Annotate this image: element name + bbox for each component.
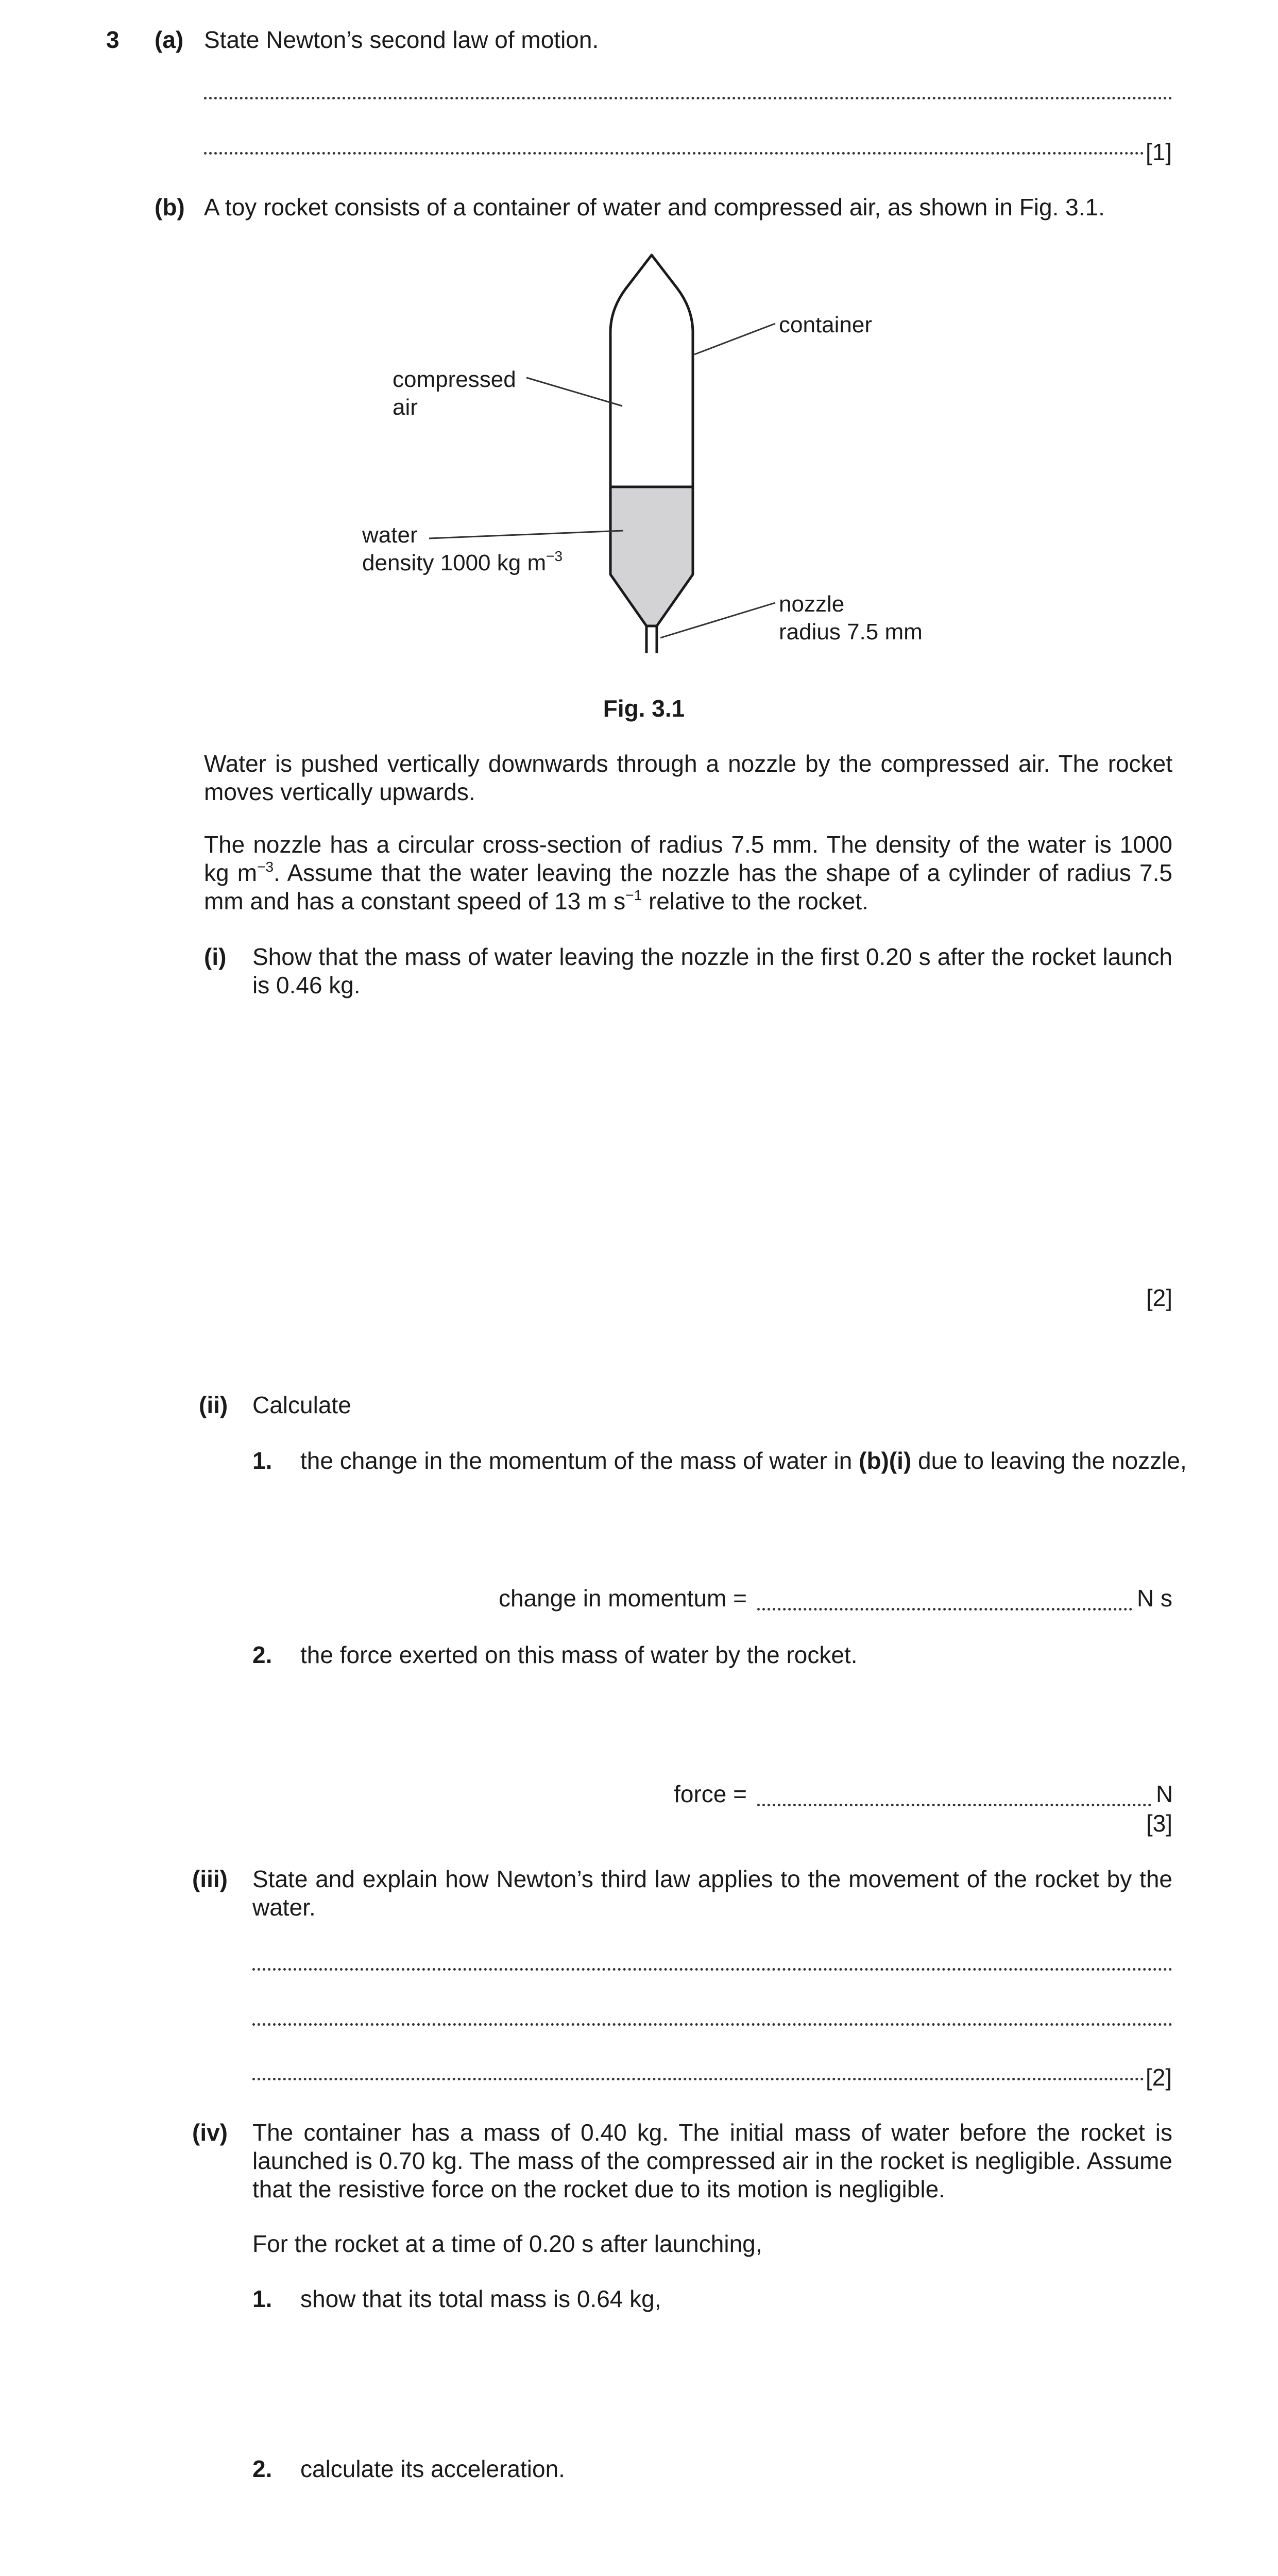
label-nozzle-radius: radius 7.5 mm	[779, 619, 923, 645]
answer-line-iii-3[interactable]	[252, 2078, 1144, 2080]
force-label: force =	[674, 1781, 747, 1807]
change-in-momentum-label: change in momentum =	[499, 1585, 747, 1612]
paragraph-1: Water is pushed vertically downwards through a nozzle by the compressed air. The rocket moves vertically upwards.	[204, 750, 1172, 805]
part-b-label: (b)	[155, 194, 185, 221]
working-space-iv-2[interactable]	[300, 2499, 1171, 2576]
leader-container	[694, 324, 775, 354]
change-in-momentum-unit: N s	[1137, 1585, 1172, 1612]
part-iv-lead: For the rocket at a time of 0.20 s after launching,	[252, 2230, 762, 2257]
force-unit: N	[1156, 1781, 1173, 1807]
paragraph-2: The nozzle has a circular cross-section of radius 7.5 mm. The density of the water is 1000 kg $m^{-3}$. Assume that the water leaving the nozzle has the shape of a cylinder of radius 7.5 mm and has a constant speed of 13 m $s^{-1}$ relative to the rocket.	[204, 831, 1172, 914]
label-air: air	[393, 395, 418, 420]
part-ii-item1-text: the change in the momentum of the mass of water in (b)(i) due to leaving the nozzle,	[300, 1447, 1187, 1474]
water-region	[610, 487, 693, 626]
part-iii-text: State and explain how Newton’s third law applies to the movement of the rocket by the water.	[252, 1866, 1172, 1921]
rocket-diagram	[0, 0, 1278, 670]
force-input[interactable]	[757, 1804, 1151, 1806]
marks-a: [1]	[1146, 139, 1172, 165]
part-iv-item2-text: calculate its acceleration.	[300, 2455, 565, 2482]
label-compressed: compressed	[393, 367, 516, 392]
part-b-intro: A toy rocket consists of a container of water and compressed air, as shown in Fig. 3.1.	[204, 194, 1105, 221]
marks-i: [2]	[1146, 1284, 1172, 1311]
part-iv-text: The container has a mass of 0.40 kg. The initial mass of water before the rocket is launched is 0.70 kg. The mass of the compressed air in the rocket is negligible. Assume that the resistive force on the rocket due to its motion is negligible.	[252, 2119, 1172, 2202]
leader-air	[526, 378, 622, 406]
part-ii-item2-text: the force exerted on this mass of water by the rocket.	[300, 1641, 858, 1668]
part-ii-item1-num: 1.	[252, 1447, 272, 1474]
label-water-density: density 1000 kg $m^{-3}$	[362, 548, 563, 575]
part-iv-item1-num: 1.	[252, 2285, 272, 2312]
part-i-text: Show that the mass of water leaving the nozzle in the first 0.20 s after the rocket launch is 0.46 kg.	[252, 943, 1172, 998]
part-i-label: (i)	[204, 943, 227, 970]
working-space-iv-1[interactable]	[300, 2329, 1171, 2442]
part-iv-item1-text: show that its total mass is 0.64 kg,	[300, 2285, 661, 2312]
part-ii-text: Calculate	[252, 1392, 351, 1418]
nozzle-tube	[646, 626, 657, 653]
marks-iii: [2]	[1146, 2064, 1172, 2091]
part-iv-item2-num: 2.	[252, 2455, 272, 2482]
question-number: 3	[106, 26, 120, 53]
part-iii-label: (iii)	[192, 1866, 228, 1892]
part-ii-label: (ii)	[199, 1392, 228, 1418]
label-nozzle: nozzle	[779, 591, 845, 617]
label-container: container	[779, 312, 873, 337]
working-space-i[interactable]	[252, 1005, 1172, 1262]
part-a-label: (a)	[155, 26, 184, 53]
part-ii-item2-num: 2.	[252, 1641, 272, 1668]
marks-ii: [3]	[1146, 1810, 1172, 1837]
figure-caption: Fig. 3.1	[603, 695, 685, 722]
leader-water	[429, 531, 623, 538]
part-a-prompt: State Newton’s second law of motion.	[204, 26, 599, 53]
answer-line-iii-1[interactable]	[252, 1968, 1172, 1971]
leader-nozzle	[660, 603, 775, 638]
label-water: water	[362, 522, 418, 548]
part-iv-label: (iv)	[192, 2119, 228, 2146]
answer-line-iii-2[interactable]	[252, 2023, 1172, 2026]
change-in-momentum-input[interactable]	[757, 1608, 1132, 1611]
